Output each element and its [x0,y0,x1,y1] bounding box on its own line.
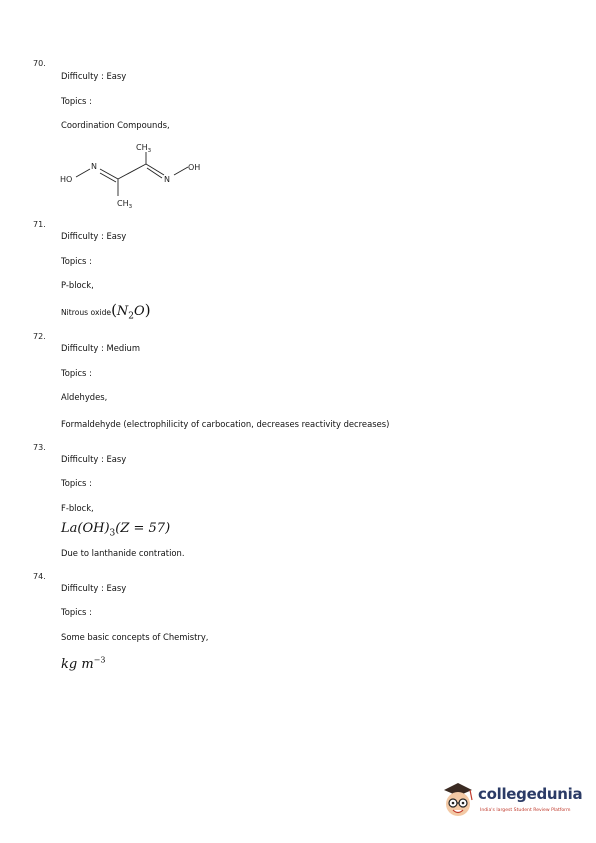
answer-formula: $La(OH)_3(Z = 57)$ [61,521,171,539]
topics-label: Topics : [61,478,92,488]
question-number: 73. [33,443,46,452]
answer-text: Nitrous oxide [61,308,112,317]
difficulty-label: Difficulty : Medium [61,343,140,353]
ch3-top-label: CH [136,143,148,152]
ch3-bottom-sub: 3 [128,204,133,210]
answer-line: Nitrous $oxide(N_2O)$ [61,301,151,322]
oh-label: OH [188,163,201,172]
topics-label: Topics : [61,368,92,378]
logo-tagline: India's largest Student Review Platform [480,808,571,813]
logo-wordmark: collegedunia [478,785,583,803]
difficulty-label: Difficulty : Easy [61,454,127,464]
svg-text:CH3 [117,199,133,210]
topic-name: Some basic concepts of Chemistry, [61,632,209,642]
question-number: 74. [33,572,46,581]
collegedunia-logo [440,778,585,826]
topics-label: Topics : [61,607,92,617]
topics-label: Topics : [61,256,92,266]
topics-label: Topics : [61,96,92,106]
topic-name: F-block, [61,503,94,513]
n1-label: N [91,162,97,171]
topic-name: Aldehydes, [61,392,108,402]
answer-note: Due to lanthanide contration. [61,548,185,558]
chemical-structure [56,138,216,214]
answer-text: Formaldehyde (electrophilicity of carbocation, decreases reactivity decreases) [61,419,390,429]
answer-formula: kg $m^{-3}$ [61,656,106,673]
mascot-icon [440,778,476,826]
question-number: 72. [33,332,46,341]
difficulty-label: Difficulty : Easy [61,583,127,593]
ch3-bottom-label: CH [117,199,129,208]
topic-name: P-block, [61,280,94,290]
n2-label: N [164,175,170,184]
question-number: 70. [33,59,46,68]
topic-name: Coordination Compounds, [61,120,170,130]
ch3-top-sub: 3 [147,148,152,154]
svg-text:CH3 [136,143,152,154]
ho-label: HO [60,175,73,184]
difficulty-label: Difficulty : Easy [61,71,127,81]
difficulty-label: Difficulty : Easy [61,231,127,241]
question-number: 71. [33,220,46,229]
